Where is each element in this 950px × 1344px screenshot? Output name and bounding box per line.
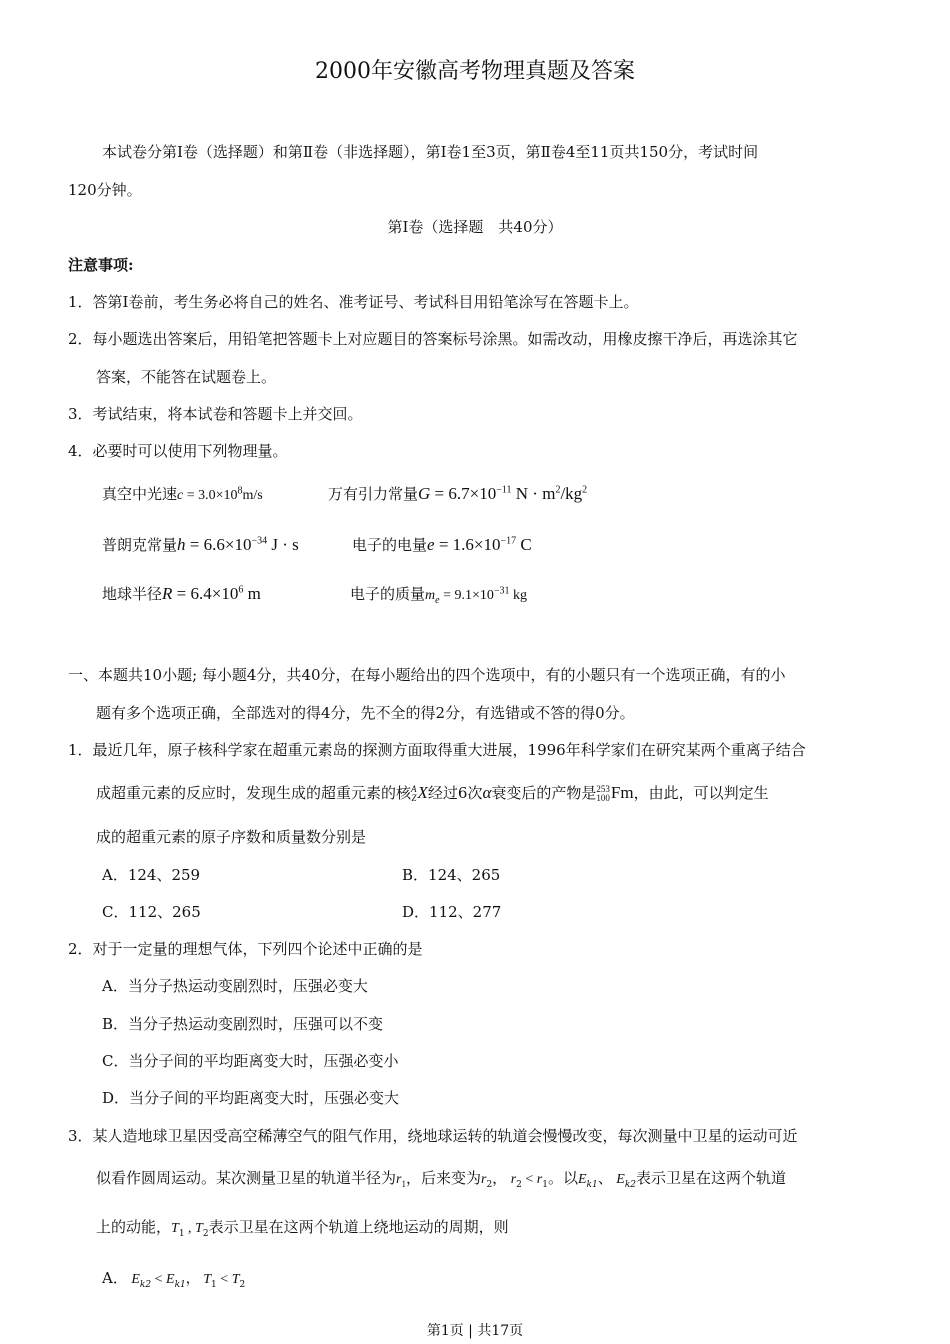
q3-line-1: 3．某人造地球卫星因受高空稀薄空气的阻气作用，绕地球运转的轨道会慢慢改变，每次测量中卫星的运动可近 — [68, 1127, 798, 1145]
q1-option-d: D．112、277 — [402, 903, 502, 921]
q1-option-a: A．124、259 — [102, 866, 201, 884]
q3-line-3: 上的动能，$T_1$ , $T_2$表示卫星在这两个轨道上绕地运动的周期，则 — [96, 1218, 509, 1239]
nuclide-symbol: A Z — [411, 784, 417, 803]
note-3: 3．考试结束，将本试卷和答题卡上并交回。 — [68, 405, 363, 423]
constant-electron-mass: 电子的质量$m_e = 9.1\times 10^{-31}$ kg — [350, 585, 528, 606]
section1-line-1: 一、本题共10小题; 每小题4分，共40分，在每小题给出的四个选项中，有的小题只有一个选项正确，有的小 — [68, 666, 786, 684]
q3-text: ，后来变为 — [405, 1169, 481, 1187]
constant-label: 电子的电量 — [352, 536, 428, 554]
notes-heading: 注意事项: — [68, 256, 134, 274]
page-title: 2000年安徽高考物理真题及答案 — [315, 59, 635, 84]
constant-planck: 普朗克常量$h = 6.6\times 10^{-34}$ J · s — [102, 535, 299, 554]
constant-light-speed: 真空中光速$c = 3.0\times 10^8m/s$ — [102, 485, 263, 503]
q1-line-1: 1．最近几年，原子核科学家在超重元素岛的探测方面取得重大进展，1996年科学家们在研究某两个重离子结合 — [68, 741, 806, 759]
q2-stem: 2．对于一定量的理想气体，下列四个论述中正确的是 — [68, 940, 423, 958]
q1-line-2: 成超重元素的反应时，发现生成的超重元素的核 A Z X经过6次α衰变后的产物是 253 100 Fm，由此，可以判定生 — [96, 783, 769, 803]
constant-label: 真空中光速 — [102, 485, 178, 503]
q1-text: 成超重元素的反应时，发现生成的超重元素的核 — [96, 784, 412, 802]
q1-text: ，由此，可以判定生 — [633, 784, 769, 802]
q1-option-b: B．124、265 — [402, 866, 501, 884]
constant-electron-charge: 电子的电量$e = 1.6\times 10^{-17}$ C — [352, 535, 532, 554]
q3-text: 上的动能， — [96, 1218, 172, 1236]
q3-text: 表示卫星在这两个轨道上绕地运动的周期，则 — [208, 1218, 509, 1236]
q1-line-3: 成的超重元素的原子序数和质量数分别是 — [96, 828, 367, 846]
formula-c: c — [177, 488, 184, 503]
q1-text: 经过6次 — [427, 784, 483, 802]
part1-heading: 第Ⅰ卷（选择题 共40分） — [387, 218, 563, 236]
section1-line-2: 题有多个选项正确，全部选对的得4分，先不全的得2分，有选错或不答的得0分。 — [96, 704, 635, 722]
q3-text: ， — [492, 1169, 508, 1187]
formula-G: G — [418, 484, 431, 503]
note-1: 1．答第Ⅰ卷前，考生务必将自己的姓名、准考证号、考试科目用铅笔涂写在答题卡上。 — [68, 293, 639, 311]
q3-option-a: A． $E_{k2} < E_{k1}$， $T_1 < T_2$ — [102, 1269, 246, 1290]
q3-option-label: A． — [102, 1269, 128, 1287]
formula-me: $m_e$ — [425, 588, 440, 606]
note-4: 4．必要时可以使用下列物理量。 — [68, 442, 288, 460]
constant-label: 地球半径 — [102, 585, 163, 603]
intro-line-1: 本试卷分第Ⅰ卷（选择题）和第Ⅱ卷（非选择题），第Ⅰ卷1至3页，第Ⅱ卷4至11页共150分，考试时间 — [102, 143, 759, 161]
q2-option-c: C．当分子间的平均距离变大时，压强必变小 — [102, 1052, 399, 1070]
constant-earth-radius: 地球半径$R = 6.4\times 10^6$ m — [102, 584, 261, 603]
note-2a: 2．每小题选出答案后，用铅笔把答题卡上对应题目的答案标号涂黑。如需改动，用橡皮擦干净后，再选涂其它 — [68, 330, 798, 348]
q3-text: 。以 — [547, 1169, 578, 1187]
q1-text: 衰变后的产物是 — [491, 784, 597, 802]
formula-h: h — [177, 535, 186, 554]
q2-option-d: D．当分子间的平均距离变大时，压强必变大 — [102, 1089, 400, 1107]
q2-option-a: A．当分子热运动变剧烈时，压强必变大 — [102, 977, 368, 995]
formula-e: e — [427, 535, 435, 554]
q3-text: 表示卫星在这两个轨道 — [636, 1169, 787, 1187]
q3-text: 、 — [597, 1169, 613, 1187]
constant-label: 万有引力常量 — [328, 485, 419, 503]
q3-line-2: 似看作圆周运动。某次测量卫星的轨道半径为$r_1$，后来变为$r_2$， $r_2 < r_1$。以$E_{k1}$、 $E_{k2}$表示卫星在这两个轨道 — [96, 1169, 787, 1190]
q3-text: 似看作圆周运动。某次测量卫星的轨道半径为 — [96, 1169, 397, 1187]
constant-gravitation: 万有引力常量$G = 6.7\times 10^{-11}$ $N \cdot m^2/kg^2$ — [328, 484, 588, 503]
page-footer: 第1页 | 共17页 — [426, 1323, 524, 1339]
q2-option-b: B．当分子热运动变剧烈时，压强可以不变 — [102, 1015, 384, 1033]
constant-label: 电子的质量 — [350, 585, 426, 603]
constant-label: 普朗克常量 — [102, 536, 178, 554]
intro-line-2: 120分钟。 — [68, 181, 142, 199]
note-2b: 答案，不能答在试题卷上。 — [96, 368, 277, 386]
nuclide-symbol: 253 100 — [596, 784, 610, 803]
q1-option-c: C．112、265 — [102, 903, 201, 921]
formula-R: R — [162, 584, 173, 603]
